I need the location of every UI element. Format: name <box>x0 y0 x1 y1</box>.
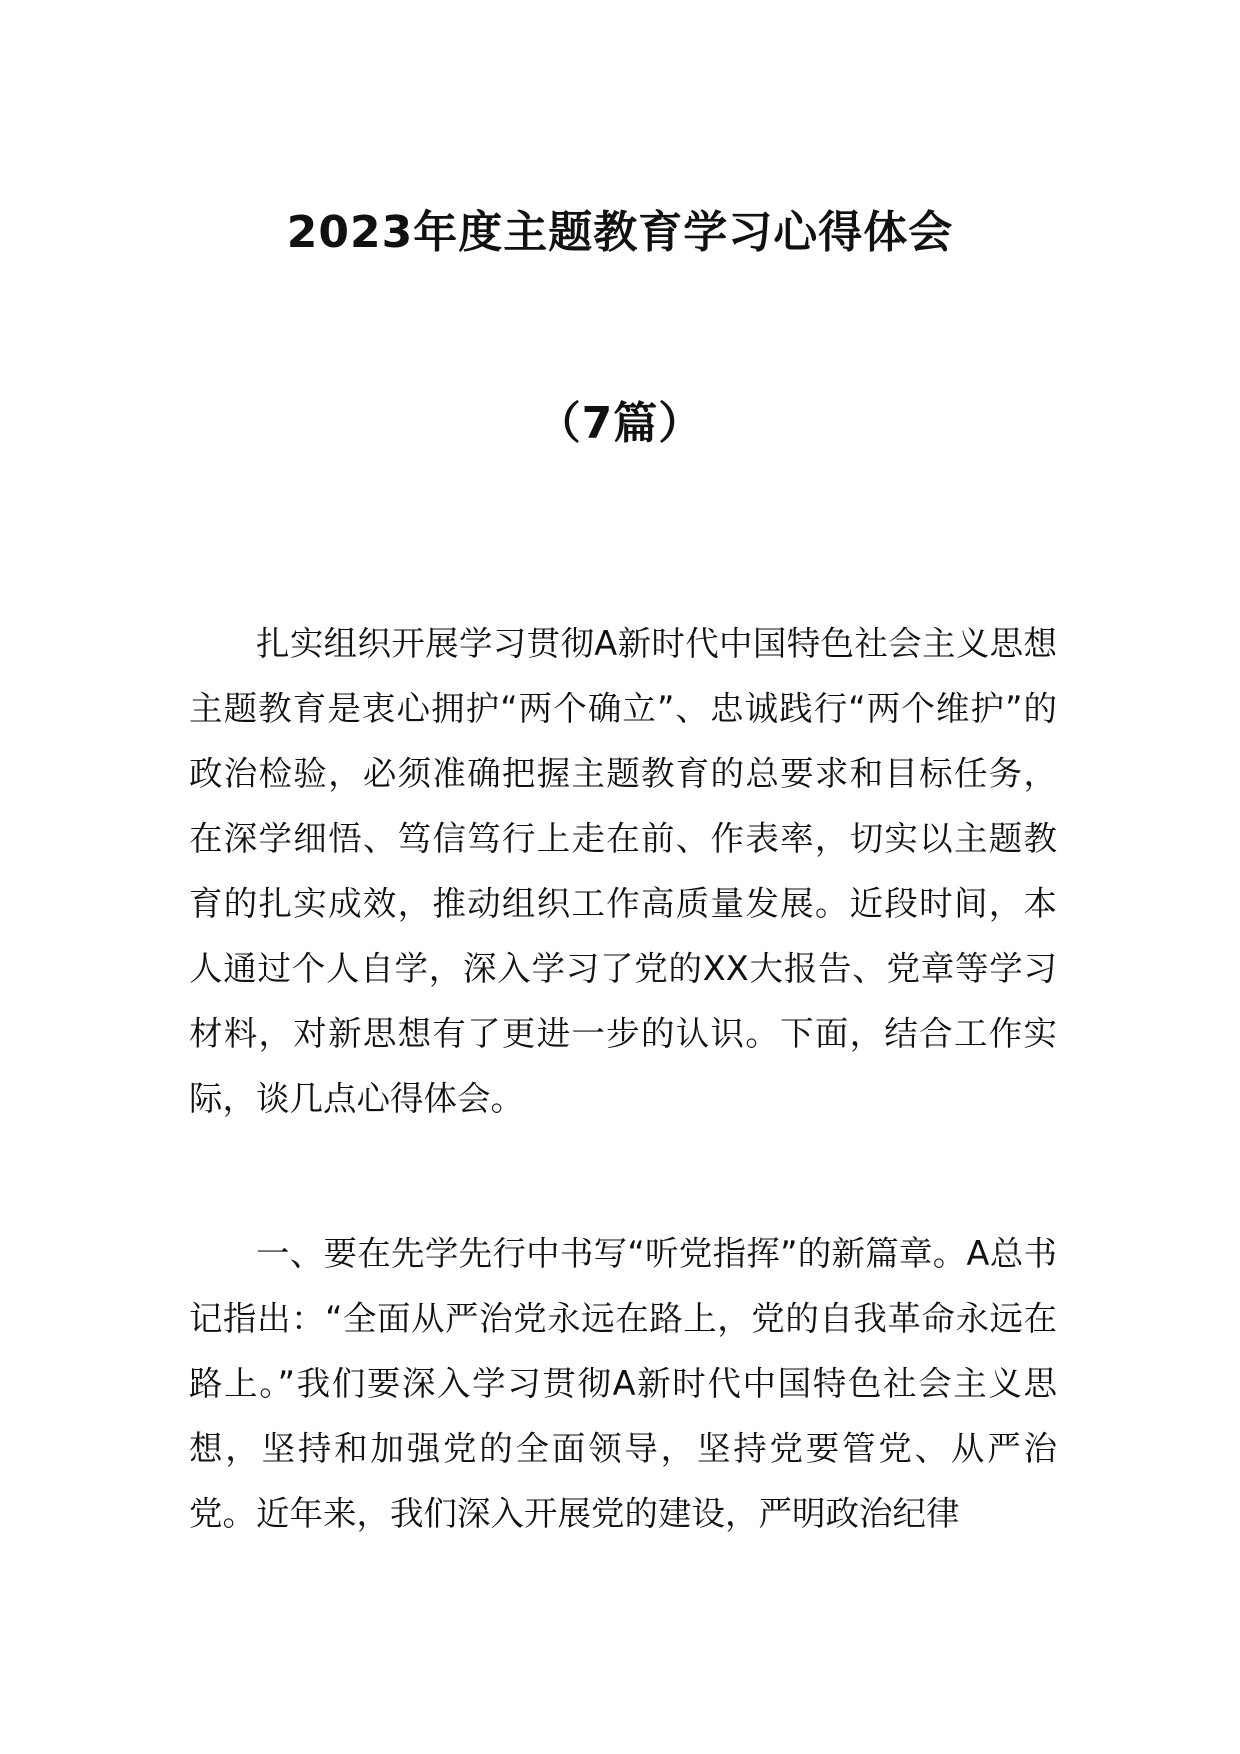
body-paragraph: 一、要在先学先行中书写“听党指挥”的新篇章。A总书记指出：“全面从严治党永远在路上，党的自我革命永远在路上。”我们要深入学习贯彻A新时代中国特色社会主义思想，坚持和加强党的全面领导，坚持党要管党、从严治党。近年来，我们深入开展党的建设，严明政治纪律 <box>189 1234 1057 1533</box>
body-paragraph: 扎实组织开展学习贯彻A新时代中国特色社会主义思想主题教育是衷心拥护“两个确立”、忠诚践行“两个维护”的政治检验，必须准确把握主题教育的总要求和目标任务，在深学细悟、笃信笃行上走在前、作表率，切实以主题教育的扎实成效，推动组织工作高质量发展。近段时间，本人通过个人自学，深入学习了党的XX大报告、党章等学习材料，对新思想有了更进一步的认识。下面，结合工作实际，谈几点心得体会。 <box>189 624 1057 1118</box>
document-subtitle: （7篇） <box>536 398 704 449</box>
document-title: 2023年度主题教育学习心得体会 <box>286 207 954 258</box>
